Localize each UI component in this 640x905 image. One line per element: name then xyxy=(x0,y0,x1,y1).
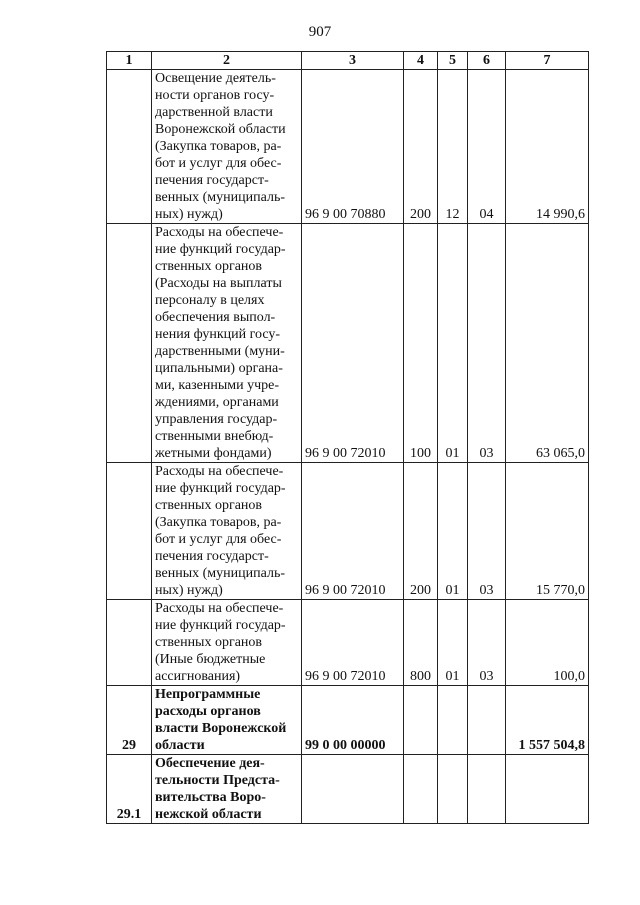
table-row xyxy=(107,463,589,600)
table-row xyxy=(107,224,589,463)
row-target-code: 96 9 00 72010 xyxy=(302,600,404,686)
table-row xyxy=(107,755,589,824)
row-amount: 100,0 xyxy=(506,600,589,686)
row-name: Непрограммные расходы органов власти Воронежской области xyxy=(152,686,302,755)
row-target-code: 96 9 00 72010 xyxy=(302,463,404,600)
row-name: Освещение деятель- ности органов госу- дарственной власти Воронежской области (Закупка товаров, ра- бот и услуг для обес- печения государст- венных (муниципаль- ных) нужд) xyxy=(152,70,302,224)
table-row xyxy=(107,600,589,686)
page-number: 907 xyxy=(308,24,332,40)
table-row xyxy=(107,686,589,755)
row-index xyxy=(107,70,152,224)
row-amount: 15 770,0 xyxy=(506,463,589,600)
row-index: 29 xyxy=(107,686,152,755)
row-subsection: 04 xyxy=(468,70,506,224)
row-expense-type: 200 xyxy=(404,463,438,600)
row-section: 01 xyxy=(438,463,468,600)
header-row xyxy=(107,52,589,70)
row-section: 01 xyxy=(438,224,468,463)
row-expense-type: 800 xyxy=(404,600,438,686)
row-amount xyxy=(506,755,589,824)
row-index xyxy=(107,463,152,600)
row-name: Расходы на обеспече- ние функций государ- ственных органов (Расходы на выплаты персоналу в целях обеспечения выпол- нения функций госу- дарственными (муни- ципальными) органа- ми, казенными учре- ждениями, органами управления государ- ственными внебюд- жетными фондами) xyxy=(152,224,302,463)
row-target-code: 96 9 00 70880 xyxy=(302,70,404,224)
row-index xyxy=(107,600,152,686)
row-name: Расходы на обеспече- ние функций государ- ственных органов (Закупка товаров, ра- бот и услуг для обес- печения государст- венных (муниципаль- ных) нужд) xyxy=(152,463,302,600)
row-target-code: 96 9 00 72010 xyxy=(302,224,404,463)
row-subsection xyxy=(468,686,506,755)
row-expense-type xyxy=(404,755,438,824)
row-section: 01 xyxy=(438,600,468,686)
row-expense-type xyxy=(404,686,438,755)
row-target-code: 99 0 00 00000 xyxy=(302,686,404,755)
row-section xyxy=(438,755,468,824)
header-col-2: 2 xyxy=(152,52,302,70)
header-col-4: 4 xyxy=(404,52,438,70)
row-subsection: 03 xyxy=(468,224,506,463)
row-section xyxy=(438,686,468,755)
budget-table xyxy=(106,51,589,824)
row-target-code xyxy=(302,755,404,824)
row-amount: 63 065,0 xyxy=(506,224,589,463)
header-col-7: 7 xyxy=(506,52,589,70)
row-name: Расходы на обеспече- ние функций государ- ственных органов (Иные бюджетные ассигнования) xyxy=(152,600,302,686)
header-col-6: 6 xyxy=(468,52,506,70)
row-amount: 14 990,6 xyxy=(506,70,589,224)
row-name: Обеспечение дея- тельности Предста- вительства Воро- нежской области xyxy=(152,755,302,824)
row-index xyxy=(107,224,152,463)
table-row xyxy=(107,70,589,224)
row-subsection: 03 xyxy=(468,600,506,686)
header-col-1: 1 xyxy=(107,52,152,70)
row-expense-type: 100 xyxy=(404,224,438,463)
row-index: 29.1 xyxy=(107,755,152,824)
row-subsection xyxy=(468,755,506,824)
row-amount: 1 557 504,8 xyxy=(506,686,589,755)
row-subsection: 03 xyxy=(468,463,506,600)
header-col-5: 5 xyxy=(438,52,468,70)
row-expense-type: 200 xyxy=(404,70,438,224)
row-section: 12 xyxy=(438,70,468,224)
header-col-3: 3 xyxy=(302,52,404,70)
